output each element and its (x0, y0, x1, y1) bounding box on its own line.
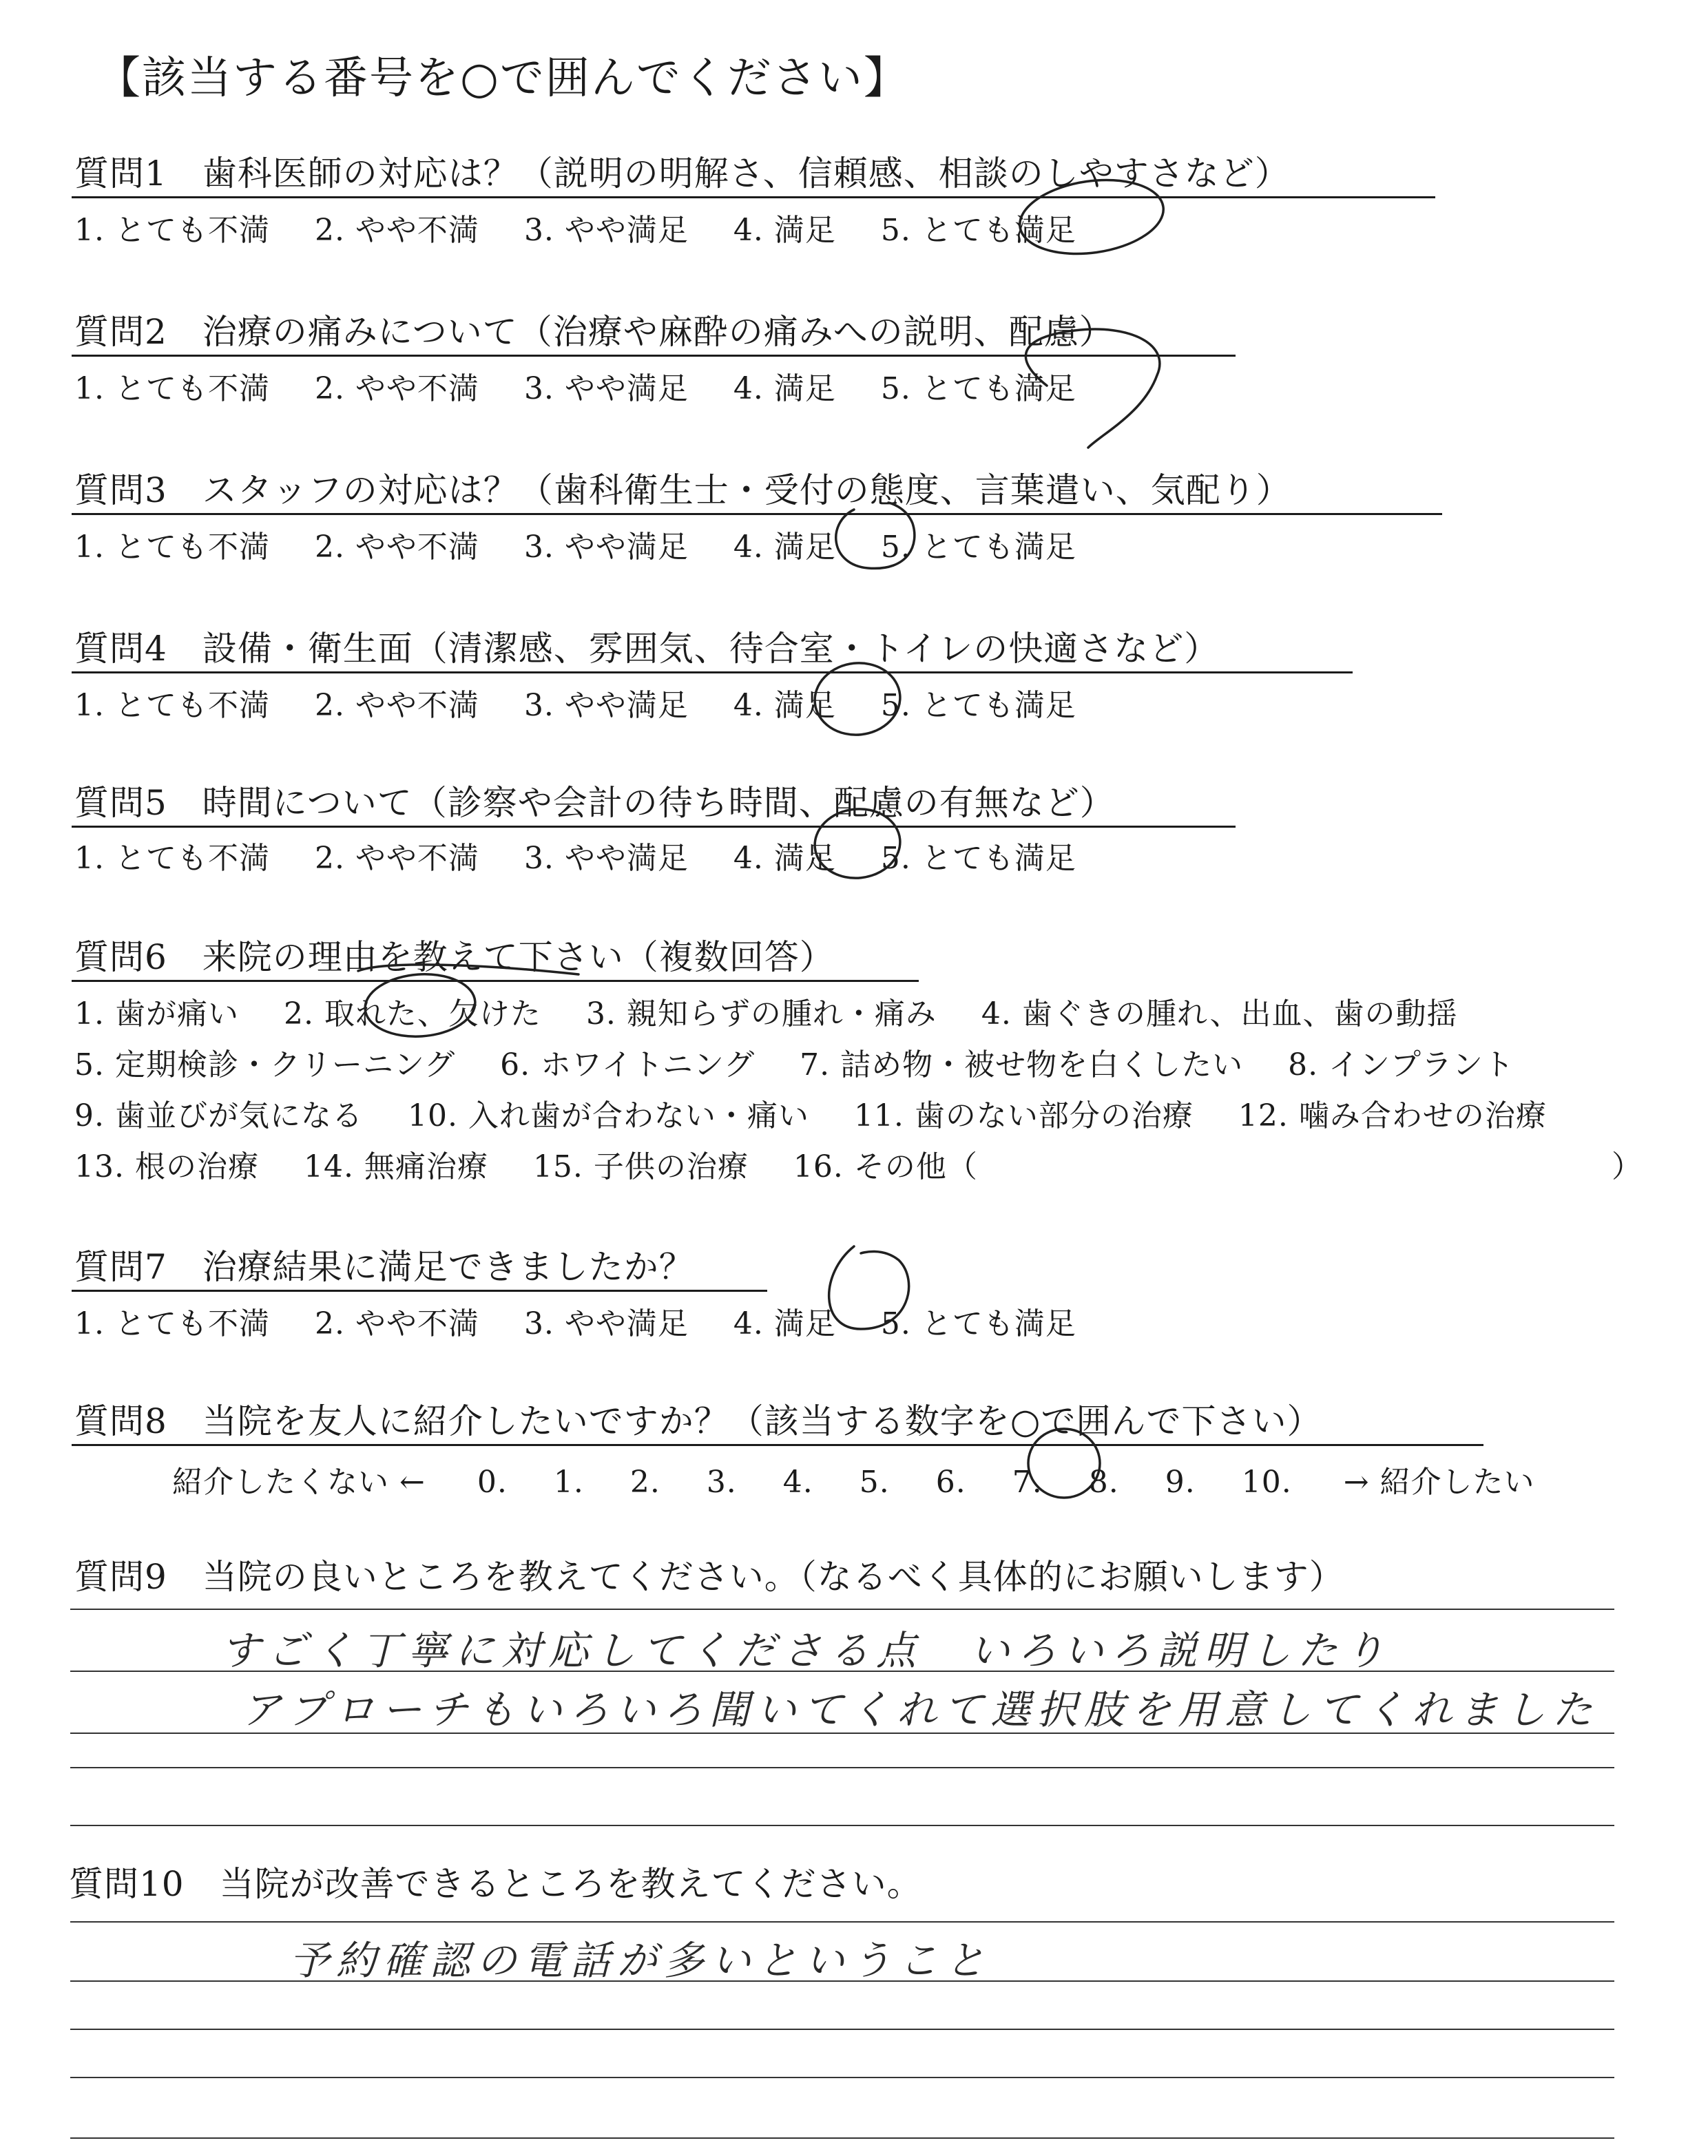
q4-option-4[interactable]: 4. 満足 (733, 688, 836, 723)
q8-score-10[interactable]: 10. (1241, 1465, 1292, 1500)
q6-option-9[interactable]: 9. 歯並びが気になる (74, 1098, 363, 1133)
q6-strike-line (358, 965, 579, 974)
q9-answer-line-2[interactable]: アプローチもいろいろ聞いてくれて選択肢を用意してくれました (241, 1686, 1600, 1733)
question-1-title: 質問1 歯科医師の対応は？（説明の明解さ、信頼感、相談のしやすさなど） (74, 154, 1290, 193)
q6-option-2[interactable]: 2. 取れた、欠けた (283, 996, 541, 1032)
q5-option-4[interactable]: 4. 満足 (733, 841, 836, 876)
q8-score-1[interactable]: 1. (553, 1465, 584, 1500)
q4-option-2[interactable]: 2. やや不満 (314, 688, 479, 723)
q4-option-3[interactable]: 3. やや満足 (523, 688, 689, 723)
q3-option-5[interactable]: 5. とても満足 (880, 530, 1076, 565)
q6-option-1[interactable]: 1. 歯が痛い (74, 996, 239, 1032)
question-8-title: 質問8 当院を友人に紹介したいですか？（該当する数字を○で囲んで下さい） (74, 1401, 1322, 1441)
q8-score-8[interactable]: 8. (1088, 1465, 1119, 1500)
q6-option-14[interactable]: 14. 無痛治療 (303, 1149, 488, 1184)
q6-selection-circle (363, 971, 477, 1040)
q1-option-1[interactable]: 1. とても不満 (74, 213, 270, 248)
q8-score-6[interactable]: 6. (935, 1465, 966, 1500)
q2-selection-circle (1025, 329, 1159, 448)
q5-option-3[interactable]: 3. やや満足 (523, 841, 689, 876)
q1-option-4[interactable]: 4. 満足 (733, 213, 836, 248)
question-7-title: 質問7 治療結果に満足できましたか？ (74, 1247, 694, 1287)
q6-option-6[interactable]: 6. ホワイトニング (500, 1047, 756, 1082)
q5-option-1[interactable]: 1. とても不満 (74, 841, 270, 876)
q1-option-3[interactable]: 3. やや満足 (523, 213, 689, 248)
q7-option-2[interactable]: 2. やや不満 (314, 1306, 479, 1341)
q6-option-5[interactable]: 5. 定期検診・クリーニング (74, 1047, 456, 1082)
q9-answer-line-1[interactable]: すごく丁寧に対応してくださる点 いろいろ説明したり (220, 1627, 1392, 1674)
question-4-title: 質問4 設備・衛生面（清潔感、雰囲気、待合室・トイレの快適さなど） (74, 629, 1220, 669)
q6-option-11[interactable]: 11. 歯のない部分の治療 (853, 1098, 1194, 1133)
q7-option-3[interactable]: 3. やや満足 (523, 1306, 689, 1341)
q6-option-10[interactable]: 10. 入れ歯が合わない・痛い (407, 1098, 809, 1133)
page-heading: 【該当する番号を○で囲んでください】 (96, 53, 909, 104)
q8-score-3[interactable]: 3. (706, 1465, 737, 1500)
q8-left-label: 紹介したくない ← (172, 1465, 426, 1500)
q8-score-4[interactable]: 4. (782, 1465, 813, 1500)
q8-score-9[interactable]: 9. (1165, 1465, 1196, 1500)
q5-option-2[interactable]: 2. やや不満 (314, 841, 479, 876)
q6-option-15[interactable]: 15. 子供の治療 (532, 1149, 749, 1184)
q6-option-13[interactable]: 13. 根の治療 (74, 1149, 259, 1184)
q8-score-2[interactable]: 2. (629, 1465, 660, 1500)
q2-option-1[interactable]: 1. とても不満 (74, 371, 270, 406)
q4-option-5[interactable]: 5. とても満足 (880, 688, 1076, 723)
q5-selection-circle (811, 805, 904, 882)
q4-selection-circle (811, 659, 904, 739)
q1-selection-circle (1015, 171, 1168, 262)
q3-option-1[interactable]: 1. とても不満 (74, 530, 270, 565)
q3-option-3[interactable]: 3. やや満足 (523, 530, 689, 565)
question-2-title: 質問2 治療の痛みについて（治療や麻酔の痛みへの説明、配慮） (74, 312, 1114, 352)
question-6-title: 質問6 来院の理由を教えて下さい（複数回答） (74, 937, 835, 977)
q7-option-4[interactable]: 4. 満足 (733, 1306, 836, 1341)
q2-option-2[interactable]: 2. やや不満 (314, 371, 479, 406)
q2-option-5[interactable]: 5. とても満足 (880, 371, 1076, 406)
q6-option-4[interactable]: 4. 歯ぐきの腫れ、出血、歯の動揺 (981, 996, 1458, 1032)
q8-score-5[interactable]: 5. (859, 1465, 890, 1500)
question-3-title: 質問3 スタッフの対応は？（歯科衛生士・受付の態度、言葉遣い、気配り） (74, 470, 1291, 510)
q3-option-4[interactable]: 4. 満足 (733, 530, 836, 565)
q7-selection-circle (829, 1246, 909, 1329)
q1-option-5[interactable]: 5. とても満足 (880, 213, 1076, 248)
q4-option-1[interactable]: 1. とても不満 (74, 688, 270, 723)
q6-option-7[interactable]: 7. 詰め物・被せ物を白くしたい (800, 1047, 1244, 1082)
q6-option-8[interactable]: 8. インプラント (1288, 1047, 1515, 1082)
q7-option-1[interactable]: 1. とても不満 (74, 1306, 270, 1341)
q3-selection-circle (836, 503, 915, 568)
q6-option-12[interactable]: 12. 噛み合わせの治療 (1238, 1098, 1547, 1133)
q8-score-0[interactable]: 0. (477, 1465, 508, 1500)
question-5-title: 質問5 時間について（診察や会計の待ち時間、配慮の有無など） (74, 783, 1115, 823)
question-9-title: 質問9 当院の良いところを教えてください。（なるべく具体的にお願いします） (74, 1557, 1344, 1597)
q10-answer-line-1[interactable]: 予約確認の電話が多いということ (289, 1937, 992, 1984)
question-10-title: 質問10 当院が改善できるところを教えてください。 (69, 1864, 922, 1904)
q6-other-close-paren: ） (1612, 1149, 1643, 1184)
q6-option-16[interactable]: 16. その他（ (793, 1149, 978, 1184)
q3-option-2[interactable]: 2. やや不満 (314, 530, 479, 565)
q8-right-label: → 紹介したい (1343, 1465, 1535, 1500)
q7-option-5[interactable]: 5. とても満足 (880, 1306, 1076, 1341)
q5-option-5[interactable]: 5. とても満足 (880, 841, 1076, 876)
q8-score-7[interactable]: 7. (1012, 1465, 1043, 1500)
q1-option-2[interactable]: 2. やや不満 (314, 213, 479, 248)
q2-option-3[interactable]: 3. やや満足 (523, 371, 689, 406)
q6-option-3[interactable]: 3. 親知らずの腫れ・痛み (585, 996, 937, 1032)
q2-option-4[interactable]: 4. 満足 (733, 371, 836, 406)
q8-selection-circle (1028, 1429, 1100, 1498)
